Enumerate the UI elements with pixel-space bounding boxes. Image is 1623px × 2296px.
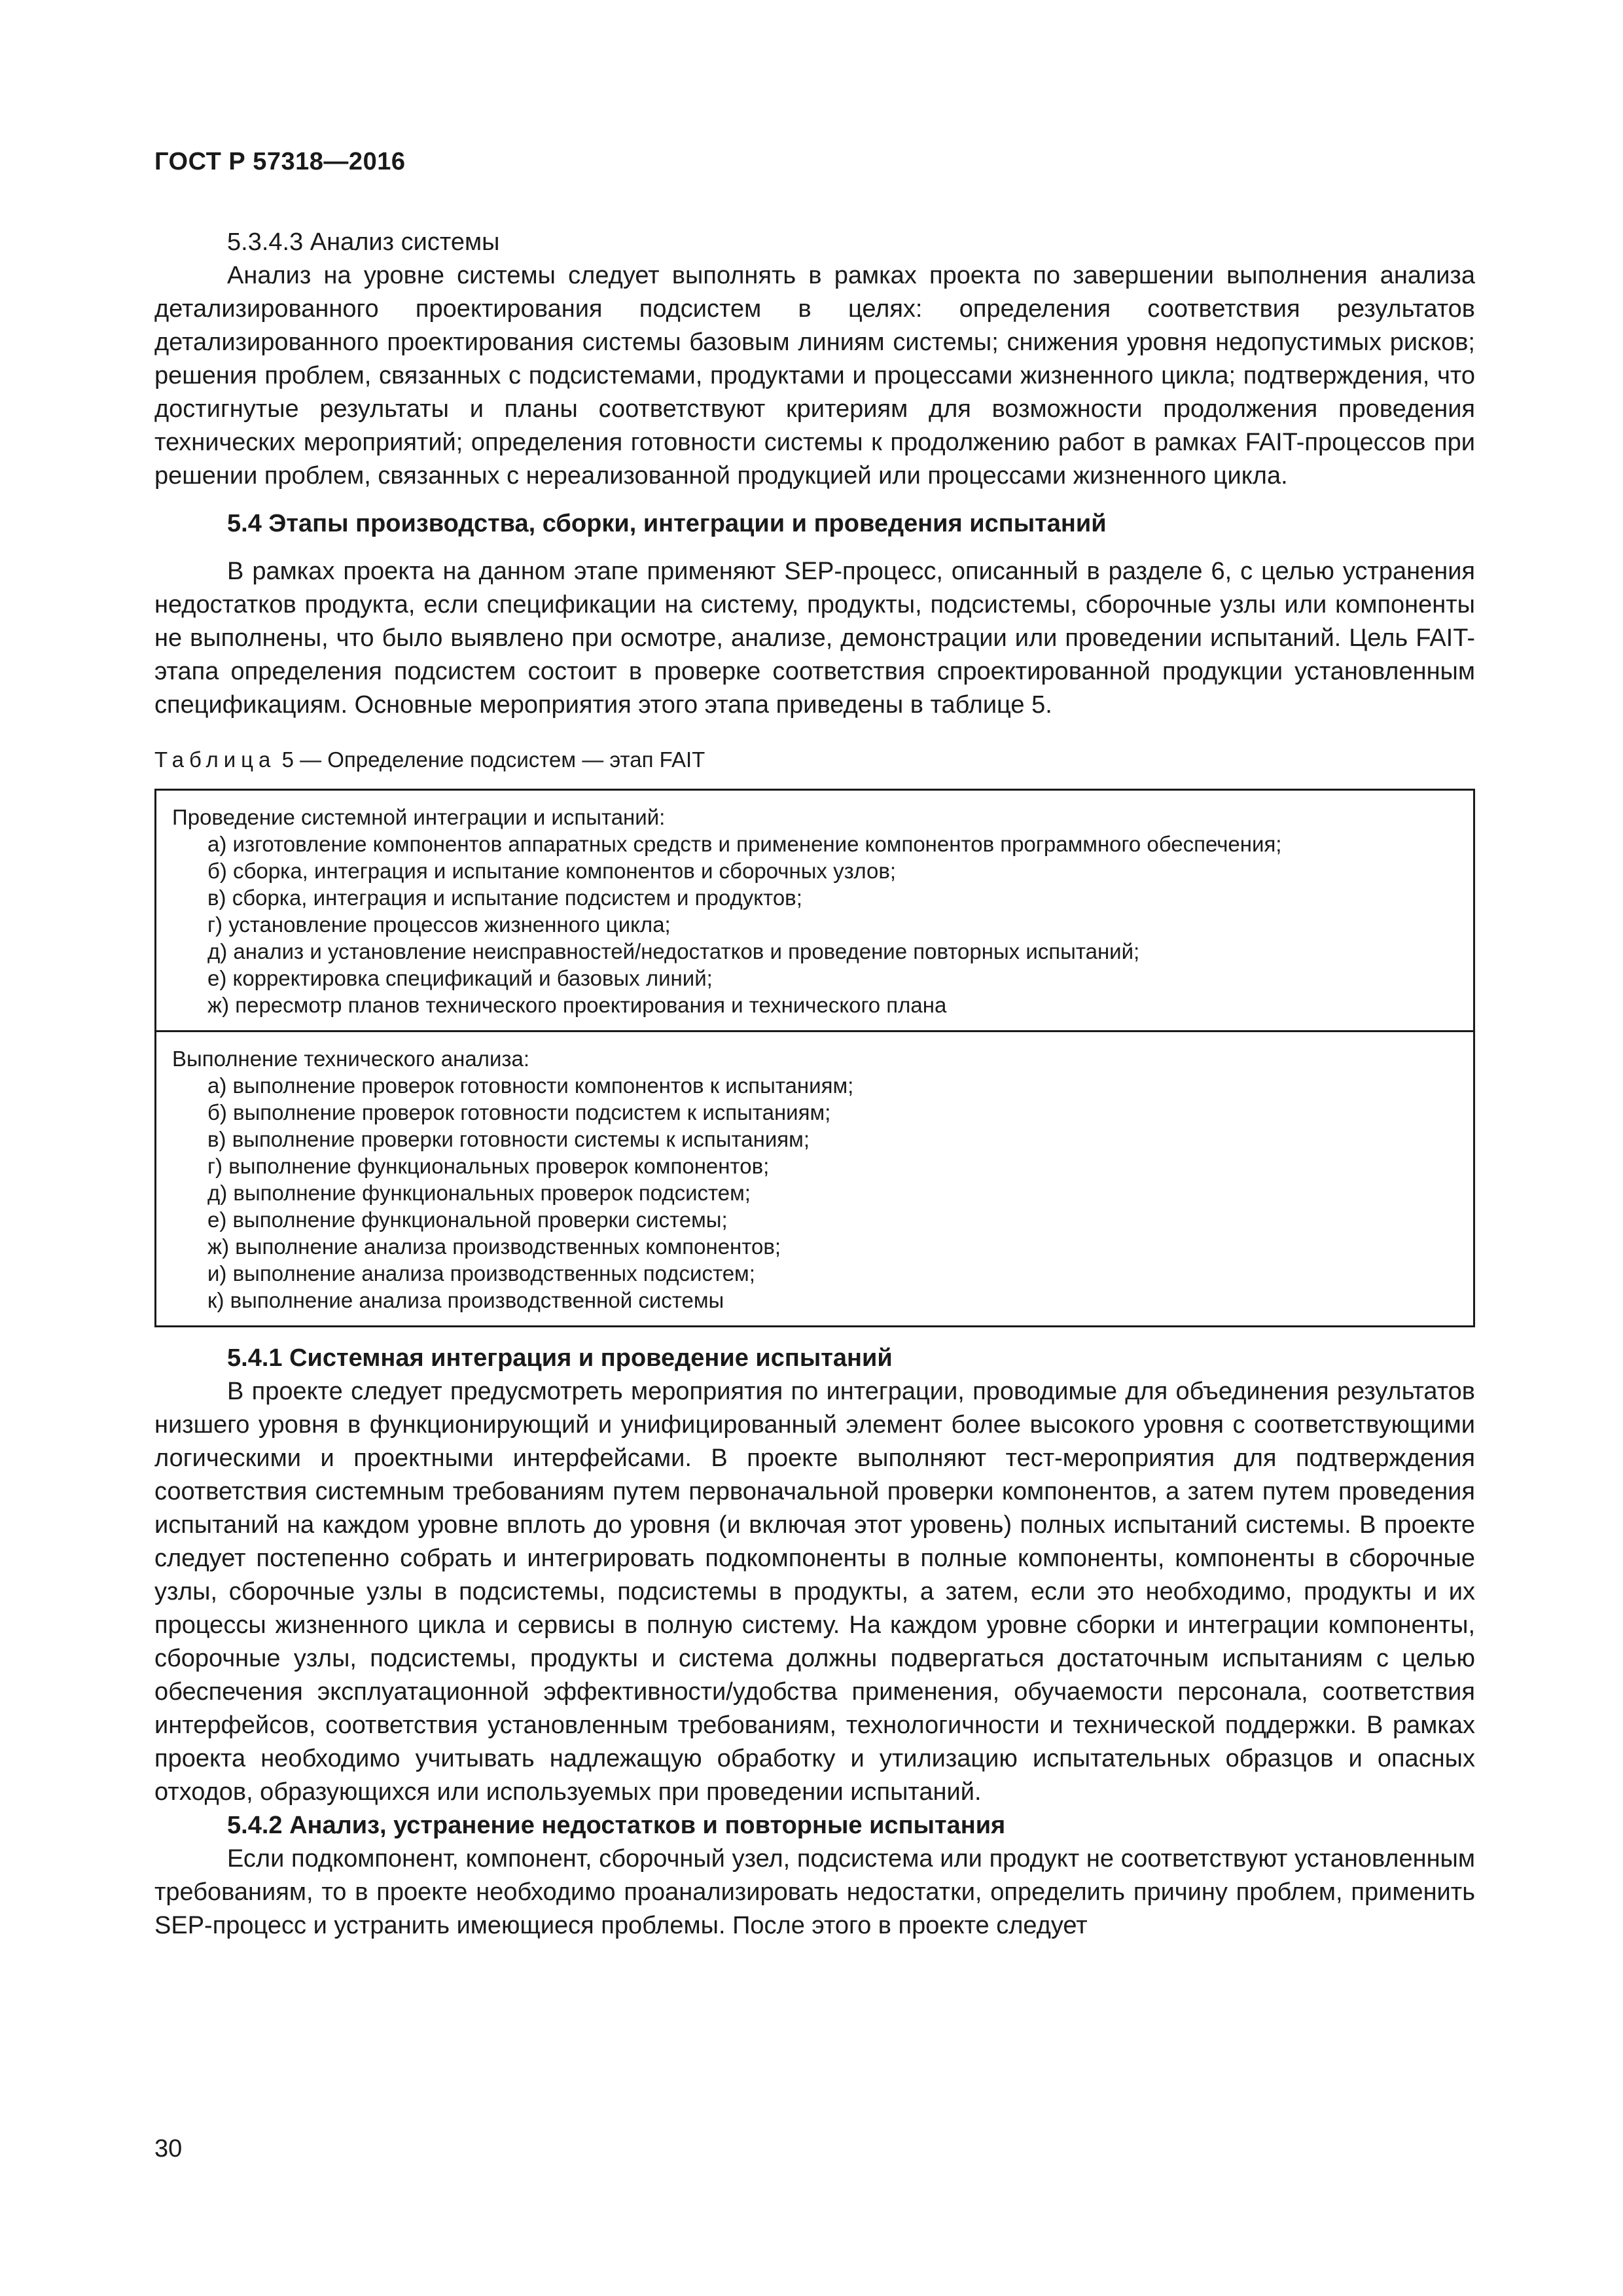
page-number: 30: [154, 2135, 183, 2162]
page-content: [154, 226, 1475, 1943]
document-header: ГОСТ Р 57318—2016: [154, 148, 406, 175]
table-list-item: д) выполнение функциональных проверок подсистем;: [207, 1181, 751, 1205]
table-cell-technical-analysis: [156, 1031, 1474, 1327]
table-list-item: б) выполнение проверок готовности подсистем к испытаниям;: [207, 1100, 831, 1124]
table-list-item: е) корректировка спецификаций и базовых линий;: [207, 966, 713, 990]
table-list-item: к) выполнение анализа производственной системы: [207, 1288, 724, 1312]
table-list-item: е) выполнение функциональной проверки системы;: [207, 1208, 728, 1232]
table-list-item: и) выполнение анализа производственных подсистем;: [207, 1261, 755, 1285]
table-row: [156, 790, 1474, 1031]
table-list-item: в) сборка, интеграция и испытание подсистем и продуктов;: [207, 886, 802, 910]
section-542-text: Если подкомпонент, компонент, сборочный узел, подсистема или продукт не соответствуют установленным требованиям, то в проекте необходимо проанализировать недостатки, определить причину проблем, применить SEP-процесс и устранить имеющиеся проблемы. После этого в проекте следует: [154, 1845, 1475, 1939]
section-54-text: В рамках проекта на данном этапе применяют SEP-процесс, описанный в разделе 6, с целью устранения недостатков продукта, если спецификации на систему, продукты, подсистемы, сборочные узлы или компоненты не выполнены, что было выявлено при осмотре, анализе, демонстрации или проведении испытаний. Цель FAIT-этапа определения подсистем состоит в проверке соответствия спроектированной продукции установленным спецификациям. Основные мероприятия этого этапа приведены в таблице 5.: [154, 558, 1475, 719]
table-list-item: а) изготовление компонентов аппаратных средств и применение компонентов программного обеспечения;: [207, 832, 1282, 856]
section-541-heading: 5.4.1 Системная интеграция и проведение испытаний: [227, 1344, 893, 1372]
table-list-item: д) анализ и установление неисправностей/недостатков и проведение повторных испытаний;: [207, 939, 1140, 963]
section-5343-text: Анализ на уровне системы следует выполнять в рамках проекта по завершении выполнения анализа детализированного проектирования подсистем в целях: определения соответствия результатов детализированного проектирования системы базовым линиям системы; снижения уровня недопустимых рисков; решения проблем, связанных с подсистемами, продуктами и процессами жизненного цикла; подтверждения, что достигнутые результаты и планы соответствуют критериям для возможности продолжения проведения технических мероприятий; определения готовности системы к продолжению работ в рамках FAIT-процессов при решении проблем, связанных с нереализованной продукцией или процессами жизненного цикла.: [154, 262, 1475, 490]
section-54-heading: 5.4 Этапы производства, сборки, интеграции и проведения испытаний: [227, 510, 1107, 537]
table-list-item: а) выполнение проверок готовности компонентов к испытаниям;: [207, 1073, 854, 1098]
table-list-item: б) сборка, интеграция и испытание компонентов и сборочных узлов;: [207, 859, 897, 883]
table-5-caption: [154, 745, 1475, 774]
table-5-caption-text: 5 — Определение подсистем — этап FAIT: [281, 747, 705, 772]
section-5343-title: 5.3.4.3 Анализ системы: [227, 228, 500, 256]
table-list-item: г) установление процессов жизненного цикла;: [207, 912, 671, 937]
table-cell-title: Проведение системной интеграции и испытаний:: [172, 805, 666, 829]
table-cell-integration: [156, 790, 1474, 1031]
table-5-caption-word: Таблица: [154, 747, 276, 772]
table-cell-title: Выполнение технического анализа:: [172, 1047, 530, 1071]
table-row: [156, 1031, 1474, 1327]
table-list-item: г) выполнение функциональных проверок компонентов;: [207, 1154, 770, 1178]
section-541-text: В проекте следует предусмотреть мероприятия по интеграции, проводимые для объединения результатов низшего уровня в функционирующий и унифицированный элемент более высокого уровня с соответствующими логическими и проектными интерфейсами. В проекте выполняют тест-мероприятия для подтверждения соответствия системным требованиям путем первоначальной проверки компонентов, а затем путем проведения испытаний на каждом уровне вплоть до уровня (и включая этот уровень) полных испытаний системы. В проекте следует постепенно собрать и интегрировать подкомпоненты в полные компоненты, компоненты в сборочные узлы, сборочные узлы в подсистемы, подсистемы в продукты, а затем, если это необходимо, продукты и их процессы жизненного цикла и сервисы в полную систему. На каждом уровне сборки и интеграции компоненты, сборочные узлы, подсистемы, продукты и система должны подвергаться достаточным испытаниям с целью обеспечения эксплуатационной эффективности/удобства применения, обучаемости персонала, соответствия интерфейсов, соответствия установленным требованиям, технологичности и технической поддержки. В рамках проекта необходимо учитывать надлежащую обработку и утилизацию испытательных образцов и опасных отходов, образующихся или используемых при проведении испытаний.: [154, 1378, 1475, 1806]
section-542-heading: 5.4.2 Анализ, устранение недостатков и повторные испытания: [227, 1812, 1006, 1839]
table-list-item: ж) пересмотр планов технического проектирования и технического плана: [207, 993, 947, 1017]
table-list-item: ж) выполнение анализа производственных компонентов;: [207, 1234, 781, 1259]
table-5: [154, 789, 1475, 1327]
table-list-item: в) выполнение проверки готовности системы к испытаниям;: [207, 1127, 810, 1151]
